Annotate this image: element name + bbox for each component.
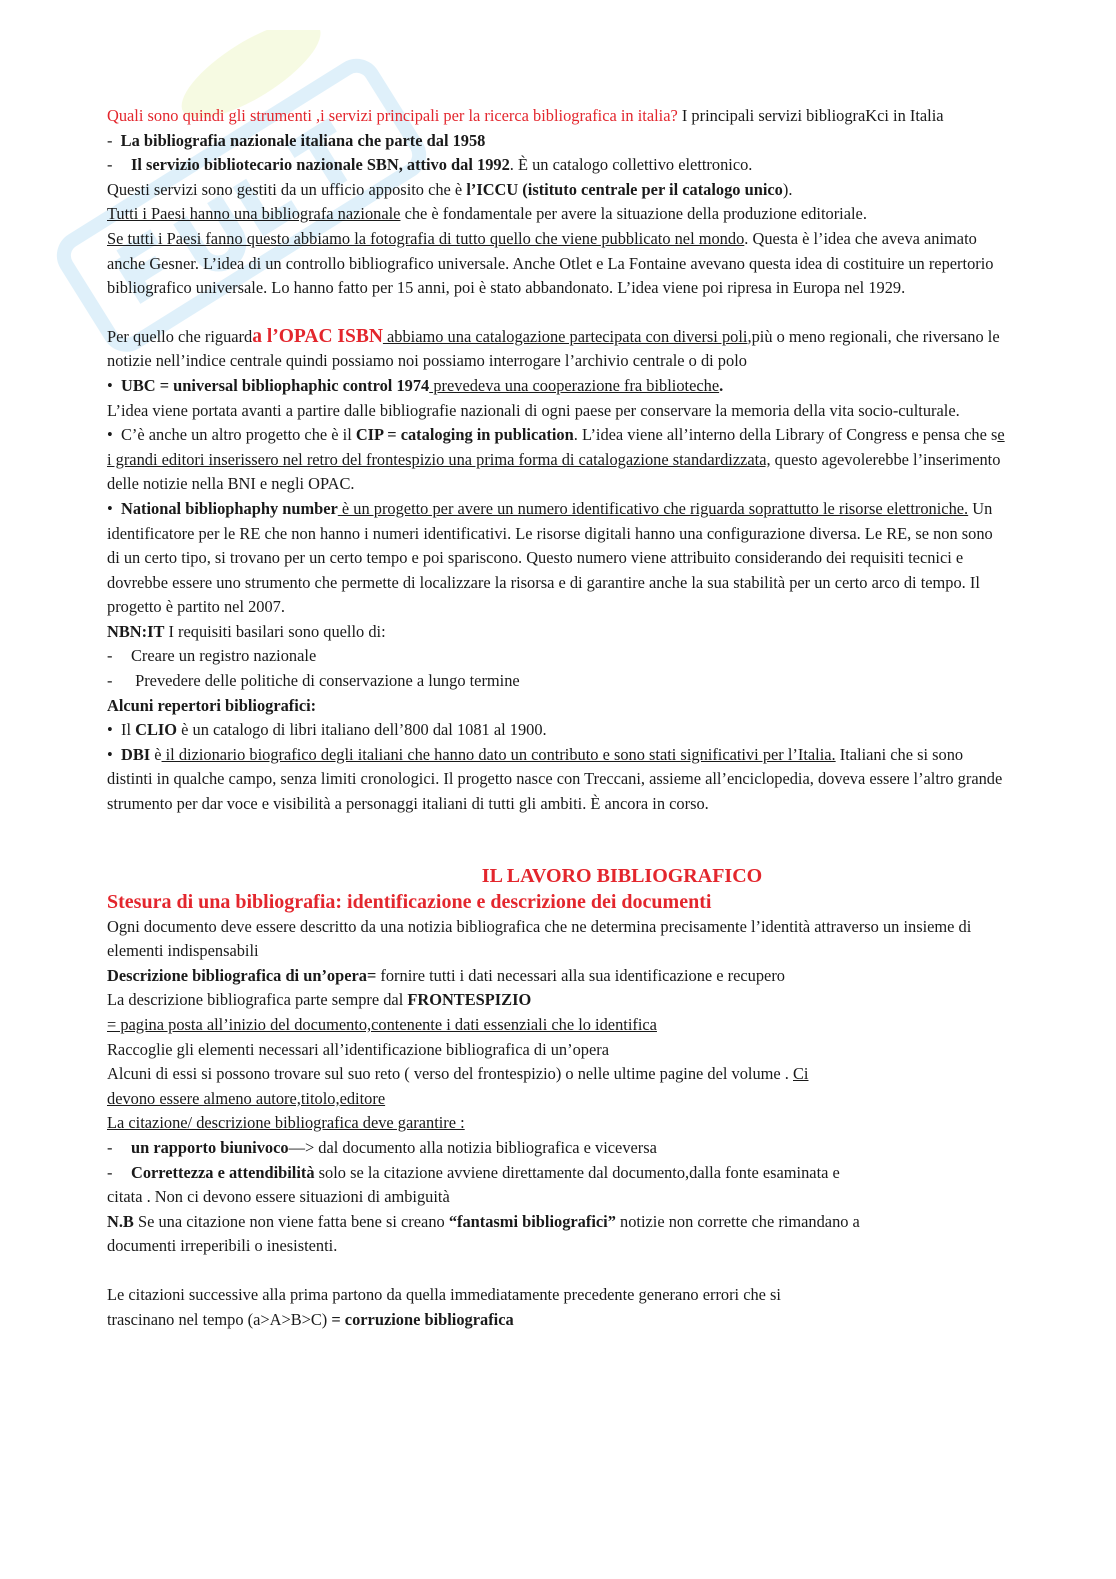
- bullet-item: • C’è anche un altro progetto che è il CIP = cataloging in publication. L’idea viene all’interno della Library of Congress e pensa che se i grandi editori inserissero nel retro del frontespizio una prima forma di catalogazione standardizzata, questo agevolerebbe l’inserimento delle notizie nella BNI e negli OPAC.: [107, 425, 1005, 494]
- paragraph: Descrizione bibliografica di un’opera= fornire tutti i dati necessari alla sua identificazione e recupero: [107, 965, 785, 985]
- paragraph: NBN:IT I requisiti basilari sono quello di:: [107, 621, 386, 641]
- document-page: [107, 104, 1007, 1332]
- section-label: Alcuni repertori bibliografici:: [107, 695, 317, 715]
- bullet-item: • DBI è il dizionario biografico degli italiani che hanno dato un contributo e sono stati significativi per l’Italia. Italiani che si sono distinti in qualche campo, senza limiti cronologici. Il progetto nasce con Treccani, assieme all’enciclopedia, doveva essere l’altro grande strumento per dar voce e visibilità a personaggi italiani di tutti gli ambiti. È ancora in corso.: [107, 744, 1003, 814]
- bullet-item: • National bibliophaphy number è un progetto per avere un numero identificativo che riguarda soprattutto le risorse elettroniche. Un identificatore per le RE che non hanno i numeri identificativi. Le risorse digitali hanno una configurazione diversa. Le RE, se non sono di un certo tipo, si trovano per un certo tempo e poi spariscono. Questo numero viene attribuito considerando dei requisiti tecnici e dovrebbe essere uno strumento che permette di localizzare la risorsa e di garantire anche la sua stabilità per un certo arco di tempo. Il progetto è partito nel 2007.: [107, 498, 993, 617]
- paragraph: Questi servizi sono gestiti da un ufficio apposito che è l’ICCU (istituto centrale per il catalogo unico).: [107, 179, 793, 199]
- bullet-item: • Il CLIO è un catalogo di libri italiano dell’800 dal 1081 al 1900.: [107, 720, 547, 740]
- list-item: - Il servizio bibliotecario nazionale SBN, attivo dal 1992. È un catalogo collettivo elettronico.: [107, 155, 753, 175]
- paragraph: Alcuni di essi si possono trovare sul suo reto ( verso del frontespizio) o nelle ultime pagine del volume . Ci devono essere almeno autore,titolo,editore: [107, 1064, 809, 1108]
- question-text: Quali sono quindi gli strumenti ,i servizi principali per la ricerca bibliografica in italia?: [107, 106, 678, 125]
- bullet-item: • UBC = universal bibliophaphic control 1974 prevedeva una cooperazione fra biblioteche.: [107, 375, 724, 395]
- paragraph: Tutti i Paesi hanno una bibliografa nazionale che è fondamentale per avere la situazione della produzione editoriale. Se tutti i Paesi fanno questo abbiamo la fotografia di tutto quello che viene pubblicato nel mondo. Questa è l’idea che aveva animato anche Gesner. L’idea di un controllo bibliografico universale. Anche Otlet e La Fontaine avevano questa idea di costituire un repertorio bibliografico universale. Lo hanno fatto per 15 anni, poi è stato abbandonato. L’idea viene poi ripresa in Europa nel 1929.: [107, 204, 994, 298]
- intro-paragraph: Quali sono quindi gli strumenti ,i servizi principali per la ricerca bibliografica in italia? I principali servizi bibliograKci in Italia: [107, 106, 944, 125]
- opac-isbn-highlight: a l’OPAC ISBN: [252, 325, 383, 347]
- section-subtitle: Stesura di una bibliografia: identificazione e descrizione dei documenti: [107, 890, 712, 913]
- paragraph: La descrizione bibliografica parte sempre dal FRONTESPIZIO: [107, 990, 532, 1010]
- paragraph: Le citazioni successive alla prima partono da quella immediatamente precedente generano errori che si trascinano nel tempo (a>A>B>C) = corruzione bibliografica: [107, 1284, 781, 1329]
- paragraph: Ogni documento deve essere descritto da una notizia bibliografica che ne determina precisamente l’identità attraverso un insieme di elementi indispensabili: [107, 916, 972, 961]
- paragraph: = pagina posta all’inizio del documento,contenente i dati essenziali che lo identifica: [107, 1015, 657, 1034]
- list-item: - un rapporto biunivoco—> dal documento alla notizia bibliografica e viceversa: [107, 1137, 657, 1157]
- paragraph: Raccoglie gli elementi necessari all’identificazione bibliografica di un’opera: [107, 1039, 609, 1059]
- paragraph: Per quello che riguarda l’OPAC ISBN abbiamo una catalogazione partecipata con diversi poli,più o meno regionali, che riversano le notizie nell’indice centrale quindi possiamo noi possiamo interrogare l’archivio centrale o di polo: [107, 325, 1000, 371]
- section-title: IL LAVORO BIBLIOGRAFICO: [481, 864, 763, 887]
- list-item: - Prevedere delle politiche di conservazione a lungo termine: [107, 671, 520, 691]
- paragraph: N.B Se una citazione non viene fatta bene si creano “fantasmi bibliografici” notizie non corrette che rimandano a documenti irreperibili o inesistenti.: [107, 1211, 860, 1256]
- list-item: - La bibliografia nazionale italiana che parte dal 1958: [107, 130, 486, 150]
- list-item: - Creare un registro nazionale: [107, 646, 317, 666]
- paragraph: La citazione/ descrizione bibliografica deve garantire :: [107, 1113, 465, 1133]
- paragraph: L’idea viene portata avanti a partire dalle bibliografie nazionali di ogni paese per conservare la memoria della vita socio-culturale.: [107, 400, 960, 420]
- list-item: - Correttezza e attendibilità solo se la citazione avviene direttamente dal documento,dalla fonte esaminata e citata . Non ci devono essere situazioni di ambiguità: [107, 1162, 840, 1207]
